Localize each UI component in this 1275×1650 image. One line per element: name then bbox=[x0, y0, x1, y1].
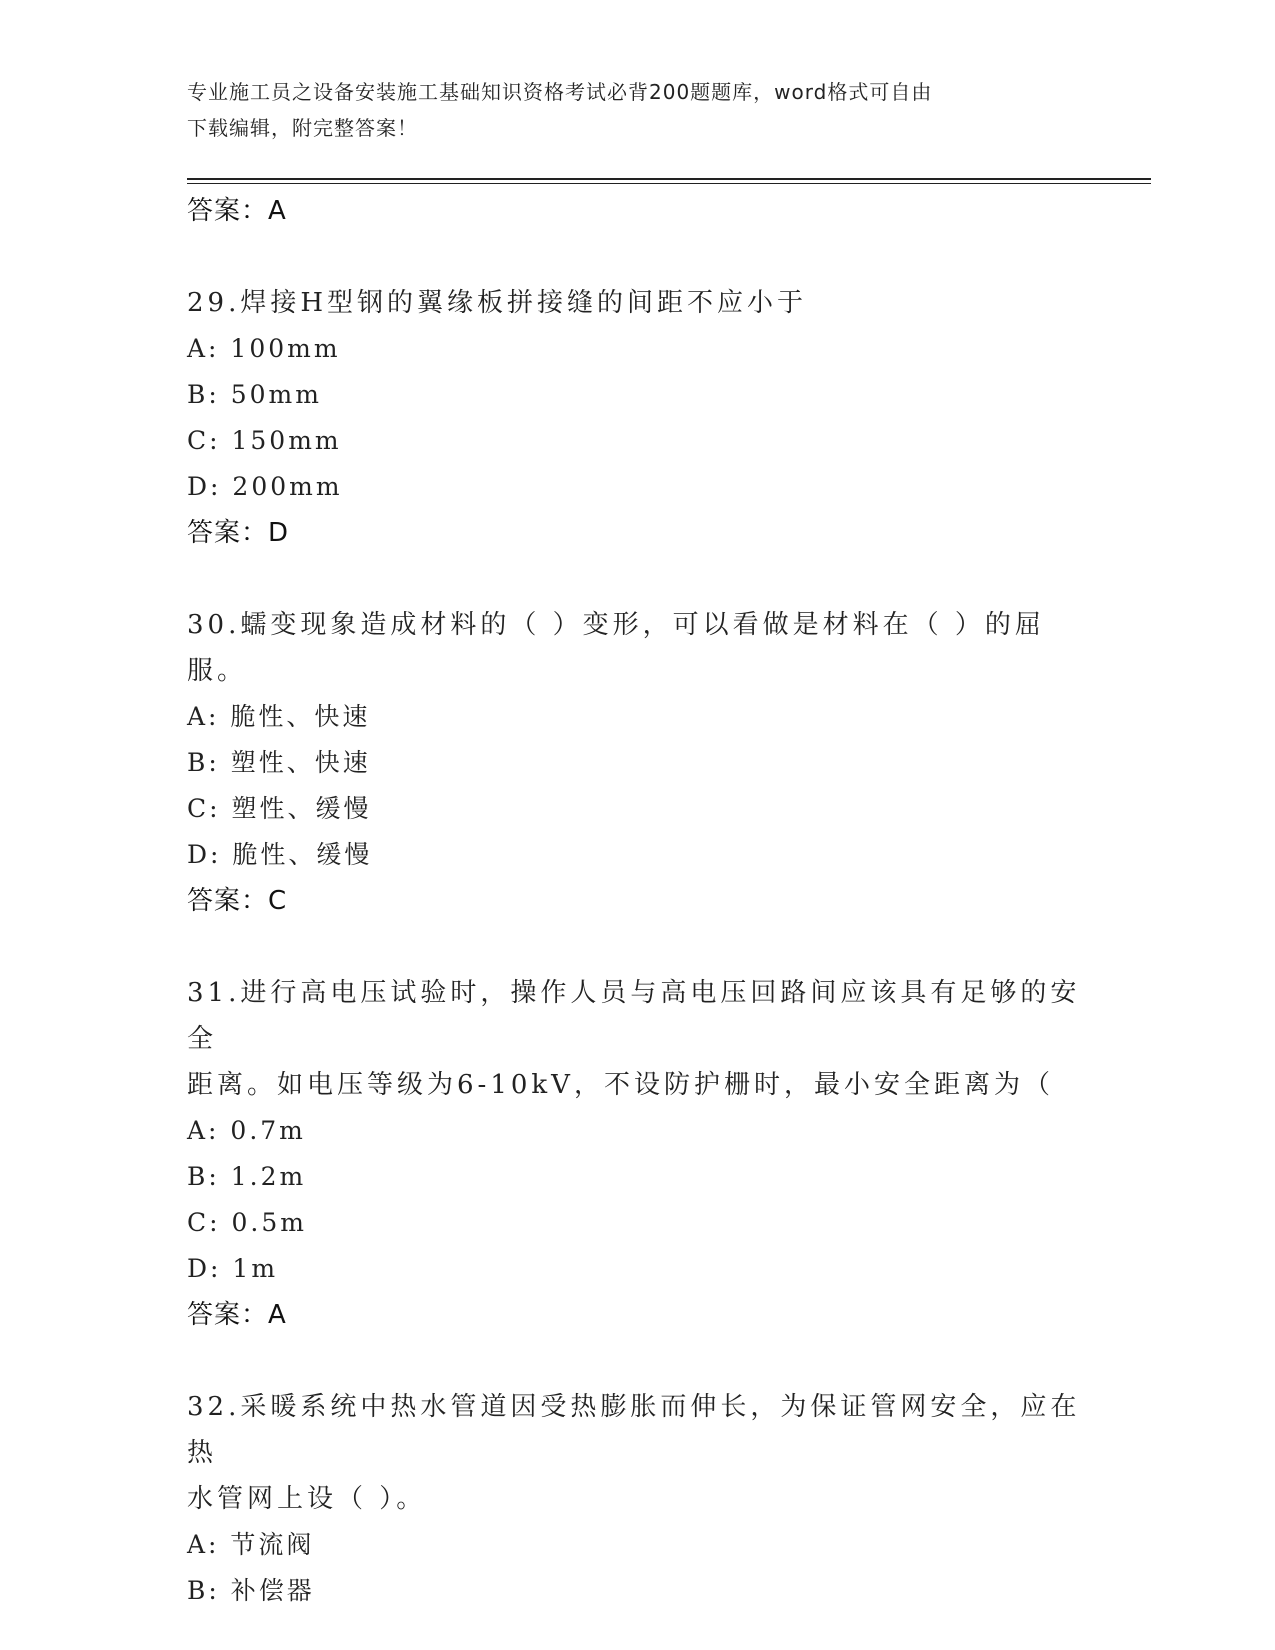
spacer bbox=[187, 1338, 1087, 1384]
question-list bbox=[187, 188, 1087, 1614]
question-32 bbox=[187, 1384, 1087, 1614]
question-text-line-2: 水管网上设（ ）。 bbox=[187, 1484, 427, 1514]
option-d: D: 1m bbox=[187, 1254, 279, 1283]
option-b: B: 50mm bbox=[187, 380, 322, 409]
header-line-2: 下载编辑，附完整答案！ bbox=[187, 116, 418, 140]
option-b: B: 1.2m bbox=[187, 1162, 307, 1191]
option-c: C: 150mm bbox=[187, 426, 342, 455]
option-a: A: 0.7m bbox=[187, 1116, 306, 1145]
spacer bbox=[187, 556, 1087, 602]
option-b: B: 塑性、快速 bbox=[187, 748, 371, 777]
question-text-line-1: 31.进行高电压试验时，操作人员与高电压回路间应该具有足够的安全 bbox=[187, 978, 1081, 1054]
header-line-1: 专业施工员之设备安装施工基础知识资格考试必背200题题库，word格式可自由 bbox=[187, 80, 933, 104]
document-header bbox=[187, 74, 1067, 146]
option-b: B: 补偿器 bbox=[187, 1576, 315, 1605]
question-29 bbox=[187, 280, 1087, 556]
question-text: 30.蠕变现象造成材料的（ ）变形，可以看做是材料在（ ）的屈服。 bbox=[187, 610, 1045, 686]
question-text: 29.焊接H型钢的翼缘板拼接缝的间距不应小于 bbox=[187, 288, 808, 318]
question-text-line-1: 32.采暖系统中热水管道因受热膨胀而伸长，为保证管网安全，应在热 bbox=[187, 1392, 1081, 1468]
question-text-line-2: 距离。如电压等级为6-10kV，不设防护栅时，最小安全距离为（ bbox=[187, 1070, 1054, 1100]
answer: 答案：C bbox=[187, 886, 288, 916]
spacer bbox=[187, 924, 1087, 970]
question-31 bbox=[187, 970, 1087, 1338]
option-a: A: 100mm bbox=[187, 334, 341, 363]
option-d: D: 200mm bbox=[187, 472, 343, 501]
spacer bbox=[187, 234, 1087, 280]
header-divider-thin bbox=[187, 183, 1151, 184]
question-30 bbox=[187, 602, 1087, 924]
option-a: A: 节流阀 bbox=[187, 1530, 315, 1559]
option-a: A: 脆性、快速 bbox=[187, 702, 371, 731]
option-c: C: 塑性、缓慢 bbox=[187, 794, 372, 823]
header-divider-thick bbox=[187, 178, 1151, 180]
answer-previous: 答案：A bbox=[187, 196, 287, 226]
answer: 答案：D bbox=[187, 518, 290, 548]
option-c: C: 0.5m bbox=[187, 1208, 307, 1237]
option-d: D: 脆性、缓慢 bbox=[187, 840, 373, 869]
answer: 答案：A bbox=[187, 1300, 287, 1330]
